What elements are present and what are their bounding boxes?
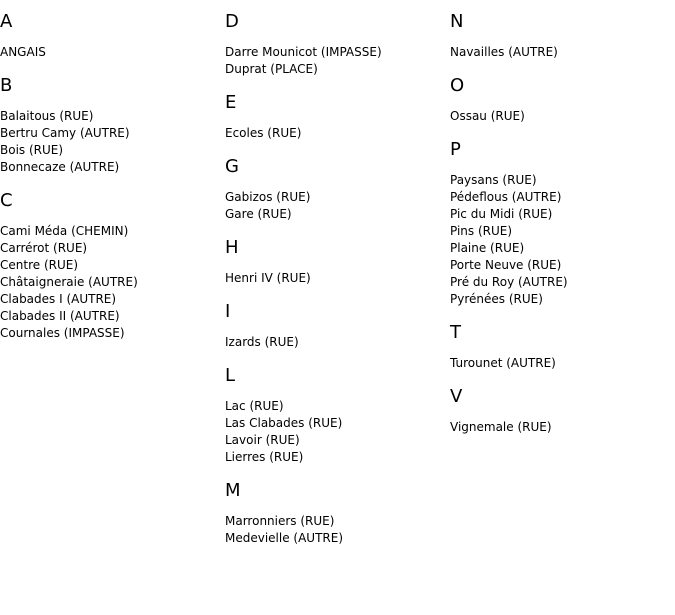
letter-section-c: [0, 191, 225, 342]
street-link[interactable]: Centre (RUE): [0, 258, 79, 272]
letter-section-n: [450, 12, 675, 61]
letter-heading: N: [450, 11, 464, 32]
letter-section-l: [225, 366, 450, 466]
street-link[interactable]: Vignemale (RUE): [450, 420, 552, 434]
letter-heading: B: [0, 75, 13, 96]
street-column-1: [0, 12, 225, 357]
street-link[interactable]: Bois (RUE): [0, 143, 64, 157]
street-link[interactable]: Lac (RUE): [225, 399, 284, 413]
letter-section-g: [225, 157, 450, 223]
street-link[interactable]: Clabades II (AUTRE): [0, 309, 120, 323]
street-link[interactable]: Carrérot (RUE): [0, 241, 88, 255]
street-link[interactable]: Plaine (RUE): [450, 241, 525, 255]
street-link[interactable]: Porte Neuve (RUE): [450, 258, 562, 272]
street-link[interactable]: Lierres (RUE): [225, 450, 304, 464]
letter-heading: G: [225, 156, 239, 177]
street-link[interactable]: Clabades I (AUTRE): [0, 292, 117, 306]
letter-section-v: [450, 387, 675, 436]
letter-section-i: [225, 302, 450, 351]
letter-section-m: [225, 481, 450, 547]
street-link[interactable]: Turounet (AUTRE): [450, 356, 556, 370]
street-link[interactable]: Duprat (PLACE): [225, 62, 318, 76]
street-link[interactable]: Pins (RUE): [450, 224, 513, 238]
letter-section-t: [450, 323, 675, 372]
letter-section-p: [450, 140, 675, 308]
letter-section-b: [0, 76, 225, 176]
street-link[interactable]: Cournales (IMPASSE): [0, 326, 125, 340]
street-link[interactable]: Las Clabades (RUE): [225, 416, 343, 430]
street-link[interactable]: Henri IV (RUE): [225, 271, 311, 285]
street-list: [0, 108, 225, 176]
letter-heading: C: [0, 190, 13, 211]
street-list: [0, 223, 225, 342]
street-link[interactable]: Pyrénées (RUE): [450, 292, 543, 306]
street-link[interactable]: Cami Méda (CHEMIN): [0, 224, 129, 238]
letter-heading: A: [0, 11, 13, 32]
street-list: [225, 513, 450, 547]
letter-heading: T: [450, 322, 461, 343]
letter-section-d: [225, 12, 450, 78]
street-list: [450, 44, 675, 61]
street-list: [225, 270, 450, 287]
street-list: [225, 398, 450, 466]
street-link[interactable]: Gabizos (RUE): [225, 190, 311, 204]
street-link[interactable]: Medevielle (AUTRE): [225, 531, 344, 545]
letter-heading: H: [225, 237, 239, 258]
letter-heading: P: [450, 139, 461, 160]
letter-heading: D: [225, 11, 239, 32]
street-list: [450, 172, 675, 308]
street-column-3: [450, 12, 675, 451]
letter-heading: I: [225, 301, 231, 322]
street-link[interactable]: Darre Mounicot (IMPASSE): [225, 45, 382, 59]
street-list: [225, 44, 450, 78]
street-link[interactable]: Pic du Midi (RUE): [450, 207, 553, 221]
letter-section-e: [225, 93, 450, 142]
street-list: [450, 108, 675, 125]
street-link[interactable]: Châtaigneraie (AUTRE): [0, 275, 138, 289]
street-list: [0, 44, 225, 61]
letter-heading: L: [225, 365, 236, 386]
street-link[interactable]: Marronniers (RUE): [225, 514, 335, 528]
letter-section-h: [225, 238, 450, 287]
street-link[interactable]: Pré du Roy (AUTRE): [450, 275, 568, 289]
street-link[interactable]: Ecoles (RUE): [225, 126, 302, 140]
letter-section-a: [0, 12, 225, 61]
street-link[interactable]: ANGAIS: [0, 45, 46, 59]
street-link[interactable]: Bertru Camy (AUTRE): [0, 126, 130, 140]
street-list: [450, 355, 675, 372]
street-list: [450, 419, 675, 436]
street-column-2: [225, 12, 450, 562]
letter-heading: E: [225, 92, 237, 113]
street-link[interactable]: Bonnecaze (AUTRE): [0, 160, 120, 174]
letter-heading: M: [225, 480, 241, 501]
letter-section-o: [450, 76, 675, 125]
street-link[interactable]: Pédeflous (AUTRE): [450, 190, 562, 204]
street-link[interactable]: Paysans (RUE): [450, 173, 537, 187]
street-list: [225, 125, 450, 142]
street-link[interactable]: Ossau (RUE): [450, 109, 525, 123]
street-link[interactable]: Navailles (AUTRE): [450, 45, 558, 59]
letter-heading: O: [450, 75, 465, 96]
street-list: [225, 334, 450, 351]
letter-heading: V: [450, 386, 463, 407]
street-link[interactable]: Izards (RUE): [225, 335, 299, 349]
street-list: [225, 189, 450, 223]
street-link[interactable]: Gare (RUE): [225, 207, 292, 221]
street-link[interactable]: Balaitous (RUE): [0, 109, 94, 123]
street-link[interactable]: Lavoir (RUE): [225, 433, 300, 447]
